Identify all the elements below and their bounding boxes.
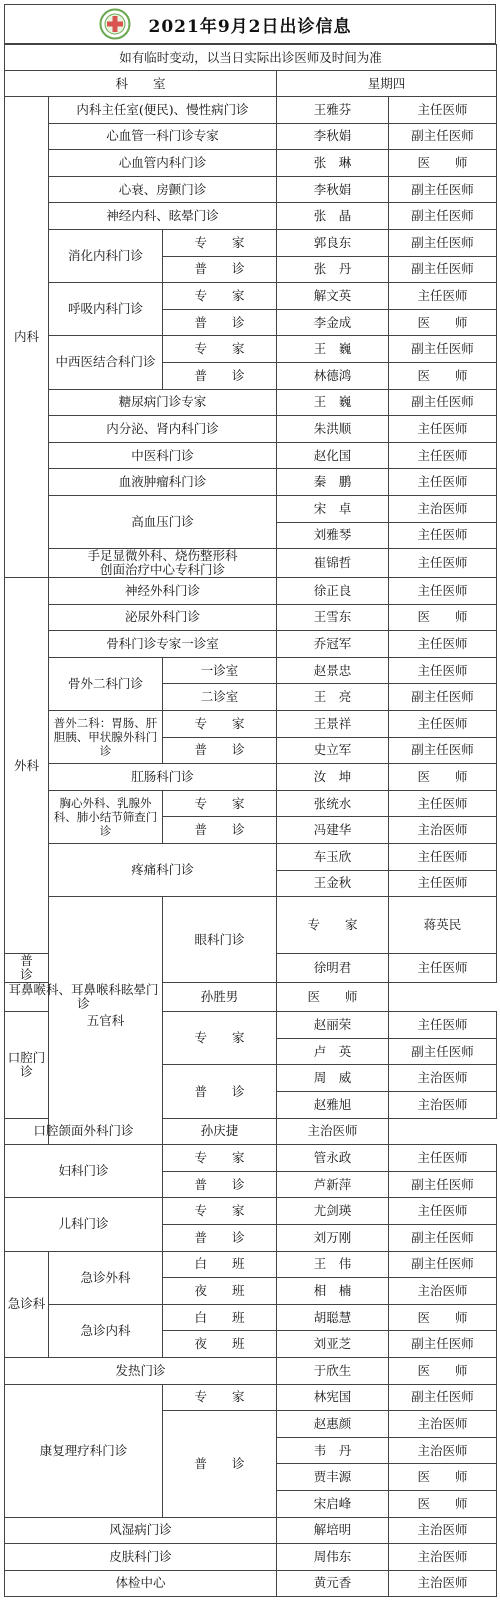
table-cell: 骨科门诊专家一诊室 — [49, 631, 277, 658]
table-row — [5, 657, 497, 684]
table-cell: 心衰、房颤门诊 — [49, 176, 277, 203]
table-cell: 王 伟 — [277, 1251, 389, 1278]
table-row — [5, 389, 497, 416]
table-cell: 刘亚芝 — [277, 1331, 389, 1358]
table-cell: 普 诊 — [163, 817, 277, 844]
table-cell: 副主任医师 — [389, 1384, 497, 1411]
table-cell: 血液肿瘤科门诊 — [49, 469, 277, 496]
table-cell: 胡聪慧 — [277, 1304, 389, 1331]
table-cell: 解文英 — [277, 283, 389, 310]
table-row — [5, 631, 497, 658]
table-cell: 体检中心 — [5, 1570, 277, 1597]
table-cell: 张 丹 — [277, 256, 389, 283]
table-cell: 主任医师 — [389, 1198, 497, 1225]
table-cell: 急诊科 — [5, 1251, 49, 1357]
table-cell: 医 师 — [389, 764, 497, 791]
table-row — [5, 711, 497, 738]
table-cell: 医 师 — [389, 1357, 497, 1384]
table-cell: 专 家 — [163, 1012, 277, 1065]
table-cell: 专 家 — [163, 790, 277, 817]
table-row — [5, 495, 497, 522]
table-cell: 主治医师 — [389, 1517, 497, 1544]
table-cell: 冯建华 — [277, 817, 389, 844]
table-row — [5, 844, 497, 871]
table-row — [5, 469, 497, 496]
table-cell: 专 家 — [163, 1198, 277, 1225]
table-cell: 呼吸内科门诊 — [49, 283, 163, 336]
table-cell: 儿科门诊 — [5, 1198, 163, 1251]
table-cell: 主任医师 — [389, 1145, 497, 1172]
table-cell: 疼痛科门诊 — [49, 844, 277, 897]
table-cell: 孙胜男 — [163, 983, 277, 1012]
table-cell: 卢 英 — [277, 1038, 389, 1065]
table-cell: 耳鼻喉科、耳鼻喉科眩晕门诊 — [5, 983, 163, 1012]
table-cell: 副主任医师 — [389, 336, 497, 363]
table-row — [5, 1544, 497, 1571]
table-row — [5, 1384, 497, 1411]
table-cell: 手足显微外科、烧伤整形科 创面治疗中心专科门诊 — [49, 549, 277, 578]
table-cell: 心血管内科门诊 — [49, 150, 277, 177]
table-cell: 副主任医师 — [389, 1224, 497, 1251]
table-cell: 医 师 — [389, 1464, 497, 1491]
table-cell: 内分泌、肾内科门诊 — [49, 416, 277, 443]
table-cell: 王景祥 — [277, 711, 389, 738]
table-cell: 主治医师 — [389, 817, 497, 844]
table-cell: 张统水 — [277, 790, 389, 817]
table-cell: 主治医师 — [389, 495, 497, 522]
table-cell: 夜 班 — [163, 1331, 277, 1358]
table-cell: 李秋娟 — [277, 123, 389, 150]
table-cell: 专 家 — [163, 283, 277, 310]
table-cell: 神经外科门诊 — [49, 578, 277, 605]
table-row — [5, 1570, 497, 1597]
table-cell: 主任医师 — [389, 97, 497, 124]
table-cell: 主任医师 — [389, 522, 497, 549]
table-cell: 普 诊 — [5, 954, 49, 983]
table-cell: 朱洪顺 — [277, 416, 389, 443]
table-cell: 医 师 — [389, 362, 497, 389]
table-cell: 主任医师 — [389, 711, 497, 738]
table-cell: 主治医师 — [389, 1544, 497, 1571]
table-cell: 口腔门诊 — [5, 1012, 49, 1118]
table-cell: 专 家 — [163, 229, 277, 256]
table-cell: 主任医师 — [389, 578, 497, 605]
table-cell: 主任医师 — [389, 790, 497, 817]
table-row — [5, 150, 497, 177]
table-cell: 宋启峰 — [277, 1490, 389, 1517]
table-cell: 急诊外科 — [49, 1251, 163, 1304]
table-cell: 急诊内科 — [49, 1304, 163, 1357]
table-cell: 专 家 — [277, 897, 389, 954]
table-row — [5, 283, 497, 310]
table-cell: 医 师 — [389, 150, 497, 177]
table-cell: 皮肤科门诊 — [5, 1544, 277, 1571]
table-cell: 心血管一科门诊专家 — [49, 123, 277, 150]
table-cell: 宋 卓 — [277, 495, 389, 522]
table-cell: 风湿病门诊 — [5, 1517, 277, 1544]
page-title: 2021年9月2日出诊信息 — [148, 16, 352, 37]
table-cell: 主任医师 — [389, 549, 497, 578]
table-cell: 白 班 — [163, 1251, 277, 1278]
schedule-table — [4, 44, 497, 1597]
table-cell: 主任医师 — [389, 870, 497, 897]
table-cell: 相 楠 — [277, 1278, 389, 1305]
table-row — [5, 1357, 497, 1384]
table-cell: 中西医结合科门诊 — [49, 336, 163, 389]
table-cell: 专 家 — [163, 336, 277, 363]
table-cell: 于欣生 — [277, 1357, 389, 1384]
table-cell: 泌尿外科门诊 — [49, 604, 277, 631]
table-row — [5, 416, 497, 443]
table-cell: 李金成 — [277, 309, 389, 336]
table-cell: 副主任医师 — [389, 176, 497, 203]
table-row — [5, 203, 497, 230]
table-cell: 乔冠军 — [277, 631, 389, 658]
table-row — [5, 229, 497, 256]
table-cell: 蒋英民 — [389, 897, 497, 954]
table-cell: 普 诊 — [163, 256, 277, 283]
table-row — [5, 897, 497, 954]
table-cell: 主任医师 — [389, 469, 497, 496]
table-cell: 孙庆捷 — [163, 1118, 277, 1145]
table-cell: 普 诊 — [163, 1411, 277, 1517]
table-cell: 王雪东 — [277, 604, 389, 631]
table-cell: 副主任医师 — [389, 1251, 497, 1278]
table-cell: 骨外二科门诊 — [49, 657, 163, 710]
table-cell: 发热门诊 — [5, 1357, 277, 1384]
table-cell: 周 威 — [277, 1065, 389, 1092]
table-cell: 王 巍 — [277, 389, 389, 416]
department-header: 科 室 — [5, 71, 277, 97]
notice-text: 如有临时变动，以当日实际出诊医师及时间为准 — [5, 45, 497, 71]
table-cell: 一诊室 — [163, 657, 277, 684]
table-cell: 韦 丹 — [277, 1437, 389, 1464]
table-cell: 刘雅琴 — [277, 522, 389, 549]
table-cell: 副主任医师 — [389, 256, 497, 283]
table-cell: 徐正良 — [277, 578, 389, 605]
table-cell: 尤剑瑛 — [277, 1198, 389, 1225]
table-cell: 副主任医师 — [389, 229, 497, 256]
table-cell: 肛肠科门诊 — [49, 764, 277, 791]
table-cell: 普 诊 — [163, 362, 277, 389]
table-row — [5, 123, 497, 150]
table-cell: 康复理疗科门诊 — [5, 1384, 163, 1517]
table-cell: 贾丰源 — [277, 1464, 389, 1491]
table-cell: 普 诊 — [163, 309, 277, 336]
schedule-page — [4, 4, 496, 1597]
table-cell: 副主任医师 — [389, 1171, 497, 1198]
table-cell: 外科 — [5, 578, 49, 954]
table-cell: 副主任医师 — [389, 1038, 497, 1065]
table-cell: 主治医师 — [389, 1065, 497, 1092]
table-cell: 汝 坤 — [277, 764, 389, 791]
table-row — [5, 442, 497, 469]
table-cell: 口腔颌面外科门诊 — [5, 1118, 163, 1145]
table-cell: 郭良东 — [277, 229, 389, 256]
table-row — [5, 336, 497, 363]
table-cell: 李秋娟 — [277, 176, 389, 203]
table-cell: 副主任医师 — [389, 123, 497, 150]
day-header: 星期四 — [277, 71, 497, 97]
table-cell: 中医科门诊 — [49, 442, 277, 469]
table-row — [5, 604, 497, 631]
table-cell: 普 诊 — [163, 1171, 277, 1198]
table-cell: 副主任医师 — [389, 737, 497, 764]
table-row — [5, 1118, 497, 1145]
table-cell: 医 师 — [277, 983, 389, 1012]
table-cell: 夜 班 — [163, 1278, 277, 1305]
table-cell: 芦新萍 — [277, 1171, 389, 1198]
table-row — [5, 578, 497, 605]
table-row — [5, 549, 497, 578]
table-cell: 周伟东 — [277, 1544, 389, 1571]
table-cell: 医 师 — [389, 1490, 497, 1517]
table-cell: 普外二科：胃肠、肝胆胰、甲状腺外科门诊 — [49, 711, 163, 764]
table-cell: 主治医师 — [389, 1092, 497, 1119]
title-bar — [4, 4, 496, 44]
table-row — [5, 1304, 497, 1331]
table-cell: 副主任医师 — [389, 684, 497, 711]
table-cell: 王 巍 — [277, 336, 389, 363]
table-cell: 主任医师 — [389, 844, 497, 871]
table-cell: 内科 — [5, 97, 49, 578]
table-row — [5, 1145, 497, 1172]
table-cell: 崔锦哲 — [277, 549, 389, 578]
table-cell: 林宪国 — [277, 1384, 389, 1411]
table-cell: 高血压门诊 — [49, 495, 277, 548]
table-cell: 医 师 — [389, 309, 497, 336]
table-row — [5, 790, 497, 817]
table-cell: 赵丽荣 — [277, 1012, 389, 1039]
table-cell: 医 师 — [389, 604, 497, 631]
table-cell: 主任医师 — [389, 657, 497, 684]
table-cell: 胸心外科、乳腺外科、肺小结节筛查门诊 — [49, 790, 163, 843]
table-cell: 普 诊 — [163, 1065, 277, 1118]
table-cell: 王金秋 — [277, 870, 389, 897]
table-cell: 五官科 — [49, 897, 163, 1145]
table-cell: 林德鸿 — [277, 362, 389, 389]
table-row — [5, 764, 497, 791]
table-row — [5, 1198, 497, 1225]
table-cell: 解培明 — [277, 1517, 389, 1544]
table-cell: 车玉欣 — [277, 844, 389, 871]
table-cell: 主治医师 — [389, 1570, 497, 1597]
table-cell: 医 师 — [389, 1304, 497, 1331]
table-cell: 副主任医师 — [389, 389, 497, 416]
table-cell: 妇科门诊 — [5, 1145, 163, 1198]
hospital-logo-icon — [99, 8, 131, 40]
table-cell: 赵惠颜 — [277, 1411, 389, 1438]
table-cell: 徐明君 — [277, 954, 389, 983]
table-cell: 主任医师 — [389, 954, 497, 983]
table-cell: 普 诊 — [163, 1224, 277, 1251]
table-cell: 内科主任室(便民)、慢性病门诊 — [49, 97, 277, 124]
table-cell: 赵景忠 — [277, 657, 389, 684]
table-row — [5, 1251, 497, 1278]
table-cell: 黄元香 — [277, 1570, 389, 1597]
table-cell: 副主任医师 — [389, 1331, 497, 1358]
table-cell: 专 家 — [163, 1384, 277, 1411]
table-cell: 眼科门诊 — [163, 897, 277, 983]
table-cell: 刘万刚 — [277, 1224, 389, 1251]
table-cell: 主治医师 — [389, 1437, 497, 1464]
table-cell: 主任医师 — [389, 631, 497, 658]
table-cell: 消化内科门诊 — [49, 229, 163, 282]
table-cell: 专 家 — [163, 1145, 277, 1172]
table-cell: 糖尿病门诊专家 — [49, 389, 277, 416]
table-cell: 主任医师 — [389, 1012, 497, 1039]
table-cell: 王雅芬 — [277, 97, 389, 124]
table-cell: 张 晶 — [277, 203, 389, 230]
table-cell: 史立军 — [277, 737, 389, 764]
table-cell: 王 亮 — [277, 684, 389, 711]
table-row — [5, 1517, 497, 1544]
table-cell: 主治医师 — [389, 1278, 497, 1305]
table-cell: 主任医师 — [389, 416, 497, 443]
table-cell: 神经内科、眩晕门诊 — [49, 203, 277, 230]
table-cell: 主任医师 — [389, 442, 497, 469]
table-row — [5, 97, 497, 124]
table-cell: 二诊室 — [163, 684, 277, 711]
table-cell: 赵雅旭 — [277, 1092, 389, 1119]
table-row — [5, 983, 497, 1012]
table-cell: 白 班 — [163, 1304, 277, 1331]
table-cell: 赵化国 — [277, 442, 389, 469]
table-cell: 主治医师 — [389, 1411, 497, 1438]
table-cell: 副主任医师 — [389, 203, 497, 230]
table-cell: 管永政 — [277, 1145, 389, 1172]
table-cell: 秦 鹏 — [277, 469, 389, 496]
table-cell: 专 家 — [163, 711, 277, 738]
table-cell: 主任医师 — [389, 283, 497, 310]
table-row — [5, 176, 497, 203]
table-cell: 主治医师 — [277, 1118, 389, 1145]
table-cell: 张 琳 — [277, 150, 389, 177]
table-cell: 普 诊 — [163, 737, 277, 764]
